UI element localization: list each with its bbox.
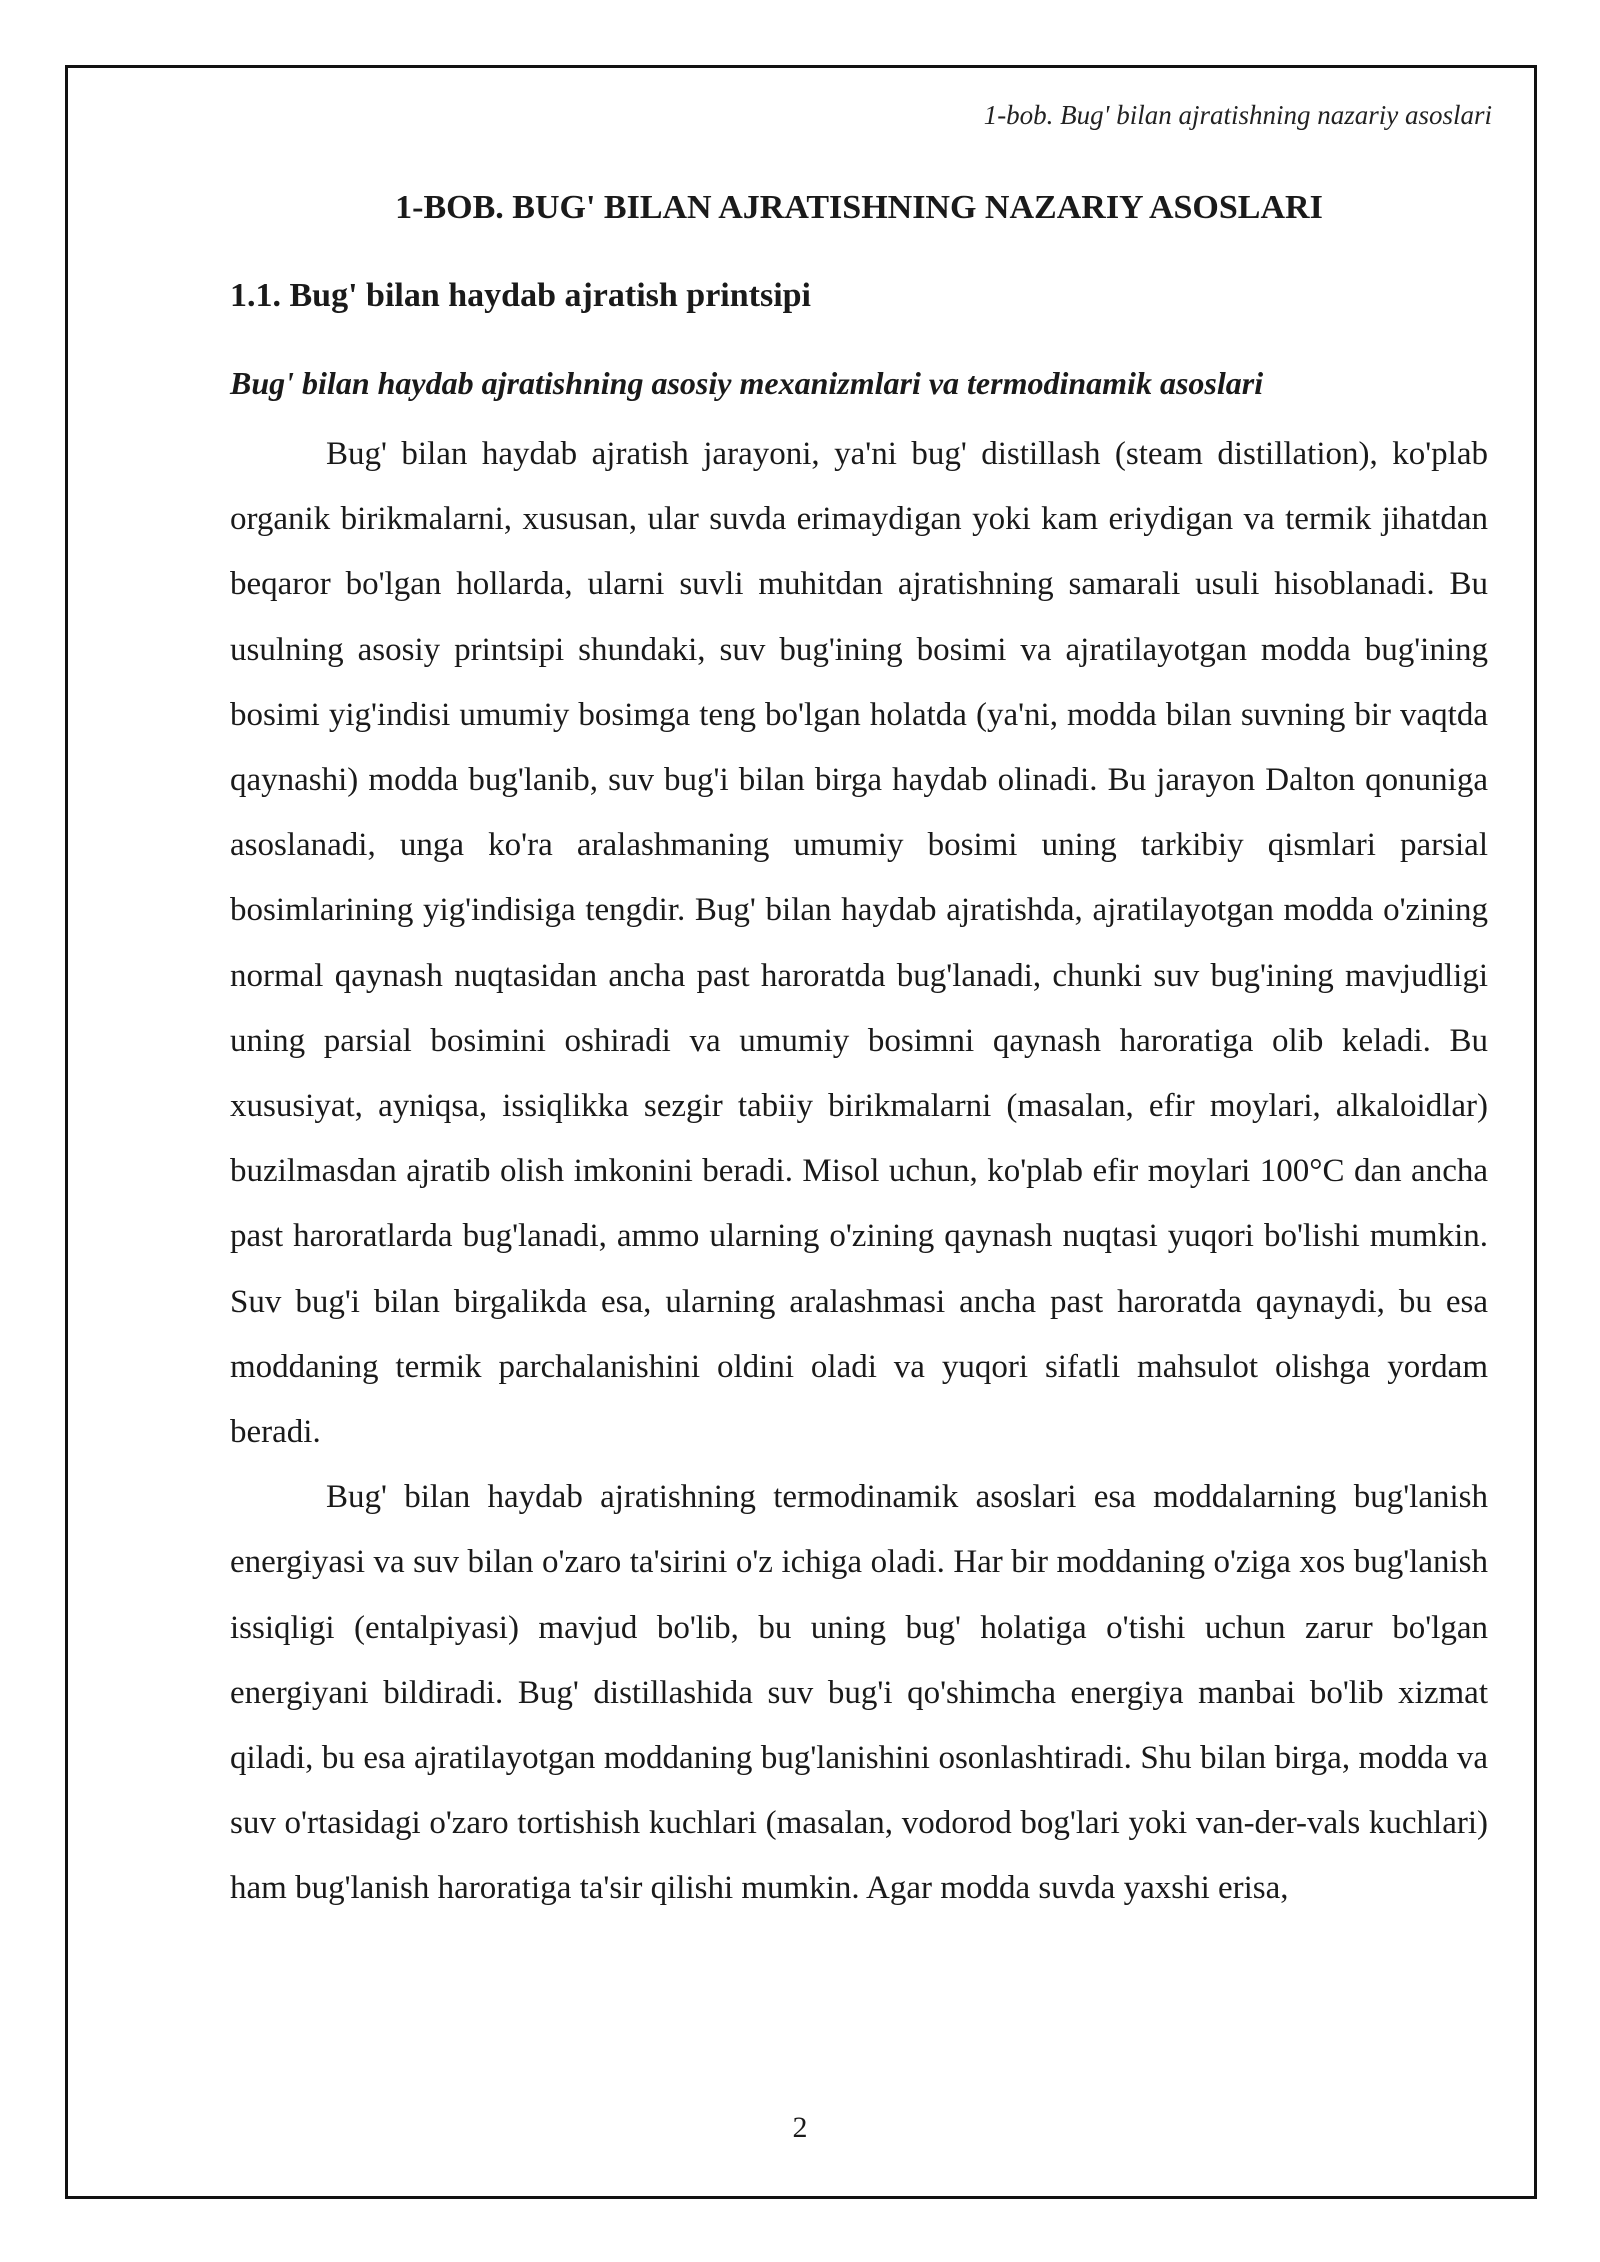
subsection-title: Bug' bilan haydab ajratishning asosiy mexanizmlari va termodinamik asoslari <box>230 365 1264 401</box>
chapter-title: 1-BOB. BUG' BILAN AJRATISHNING NAZARIY ASOSLARI <box>395 189 1323 226</box>
page-number: 2 <box>792 2111 808 2144</box>
body-paragraph-2: Bug' bilan haydab ajratishning termodinamik asoslari esa moddalarning bug'lanish energiyasi va suv bilan o'zaro ta'sirini o'z ichiga oladi. Har bir moddaning o'ziga xos bug'lanish issiqligi (entalpiyasi) mavjud bo'lib, bu uning bug' holatiga o'tishi uchun zarur bo'lgan energiyani bildiradi. Bug' distillashida suv bug'i qo'shimcha energiya manbai bo'lib xizmat qiladi, bu esa ajratilayotgan moddaning bug'lanishini osonlashtiradi. Shu bilan birga, modda va suv o'rtasidagi o'zaro tortishish kuchlari (masalan, vodorod bog'lari yoki van-der-vals kuchlari) ham bug'lanish haroratiga ta'sir qilishi mumkin. Agar modda suvda yaxshi erisa, <box>230 1479 1488 1907</box>
running-header: 1-bob. Bug' bilan ajratishning nazariy asoslari <box>983 100 1492 130</box>
section-title: 1.1. Bug' bilan haydab ajratish printsipi <box>230 277 812 314</box>
page-content <box>230 186 1488 1922</box>
body-paragraph-1: Bug' bilan haydab ajratish jarayoni, ya'ni bug' distillash (steam distillation), ko'plab organik birikmalarni, xususan, ular suvda erimaydigan yoki kam eriydigan va termik jihatdan beqaror bo'lgan hollarda, ularni suvli muhitdan ajratishning samarali usuli hisoblanadi. Bu usulning asosiy printsipi shundaki, suv bug'ining bosimi va ajratilayotgan modda bug'ining bosimi yig'indisi umumiy bosimga teng bo'lgan holatda (ya'ni, modda bilan suvning bir vaqtda qaynashi) modda bug'lanib, suv bug'i bilan birga haydab olinadi. Bu jarayon Dalton qonuniga asoslanadi, unga ko'ra aralashmaning umumiy bosimi uning tarkibiy qismlari parsial bosimlarining yig'indisiga tengdir. Bug' bilan haydab ajratishda, ajratilayotgan modda o'zining normal qaynash nuqtasidan ancha past haroratda bug'lanadi, chunki suv bug'ining mavjudligi uning parsial bosimini oshiradi va umumiy bosimni qaynash haroratiga olib keladi. Bu xususiyat, ayniqsa, issiqlikka sezgir tabiiy birikmalarni (masalan, efir moylari, alkaloidlar) buzilmasdan ajratib olish imkonini beradi. Misol uchun, ko'plab efir moylari 100°C dan ancha past haroratlarda bug'lanadi, ammo ularning o'zining qaynash nuqtasi yuqori bo'lishi mumkin. Suv bug'i bilan birgalikda esa, ularning aralashmasi ancha past haroratda qaynaydi, bu esa moddaning termik parchalanishini oldini oladi va yuqori sifatli mahsulot olishga yordam beradi. <box>230 436 1488 1451</box>
